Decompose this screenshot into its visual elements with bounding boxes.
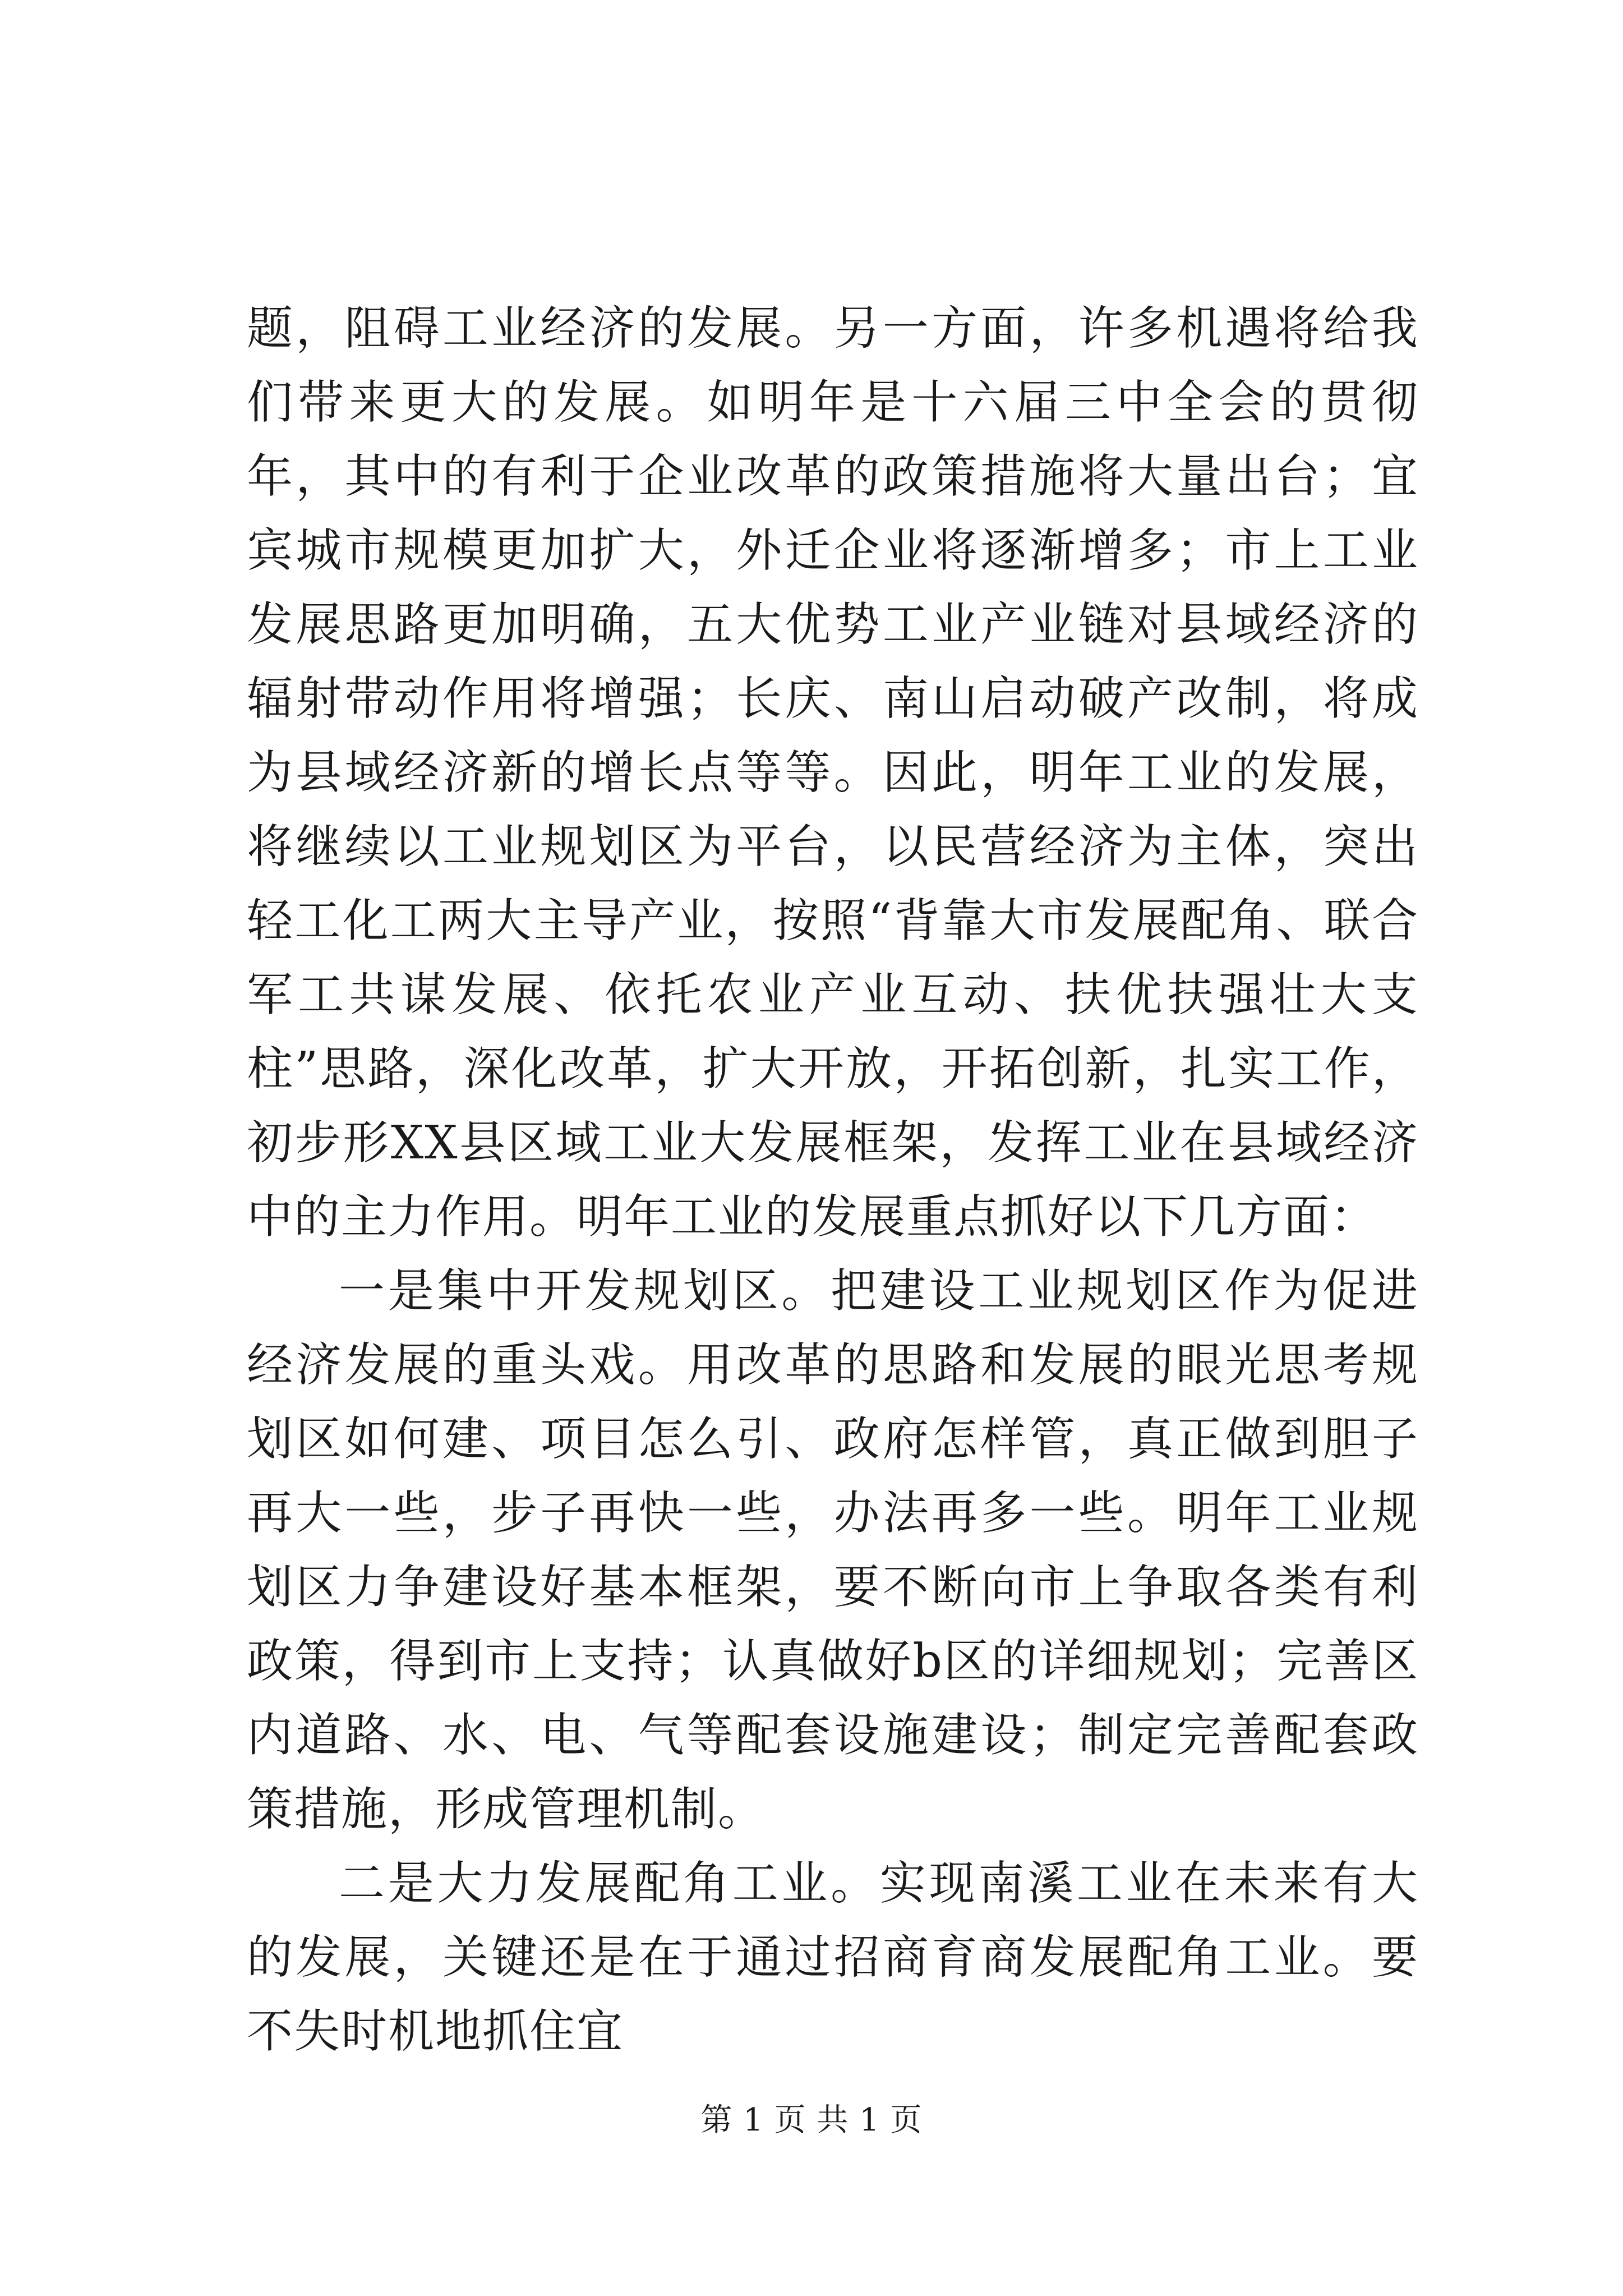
paragraph-supporting-industry: 二是大力发展配角工业。实现南溪工业在未来有大的发展，关键还是在于通过招商育商发展配角工业。要不失时机地抓住宜 xyxy=(247,1857,1419,2058)
page-footer: 第 1 页 共 1 页 xyxy=(700,2102,923,2138)
paragraph-development-zone: 一是集中开发规划区。把建设工业规划区作为促进经济发展的重头戏。用改革的思路和发展的眼光思考规划区如何建、项目怎么引、政府怎样管，真正做到胆子再大一些，步子再快一些，办法再多一些。明年工业规划区力争建设好基本框架，要不断向市上争取各类有利政策，得到市上支持；认真做好b区的详细规划；完善区内道路、水、电、气等配套设施建设；制定完善配套政策措施，形成管理机制。 xyxy=(247,1264,1419,1836)
paragraph-continuation: 题，阻碍工业经济的发展。另一方面，许多机遇将给我们带来更大的发展。如明年是十六届三中全会的贯彻年，其中的有利于企业改革的政策措施将大量出台；宜宾城市规模更加扩大，外迁企业将逐渐增多；市上工业发展思路更加明确，五大优势工业产业链对县域经济的辐射带动作用将增强；长庆、南山启动破产改制，将成为县域经济新的增长点等等。因此，明年工业的发展，将继续以工业规划区为平台，以民营经济为主体，突出轻工化工两大主导产业，按照“背靠大市发展配角、联合军工共谋发展、依托农业产业互动、扶优扶强壮大支柱”思路，深化改革，扩大开放，开拓创新，扎实工作，初步形XX县区域工业大发展框架，发挥工业在县域经济中的主力作用。明年工业的发展重点抓好以下几方面： xyxy=(247,302,1419,1244)
document-body xyxy=(247,292,1419,2069)
